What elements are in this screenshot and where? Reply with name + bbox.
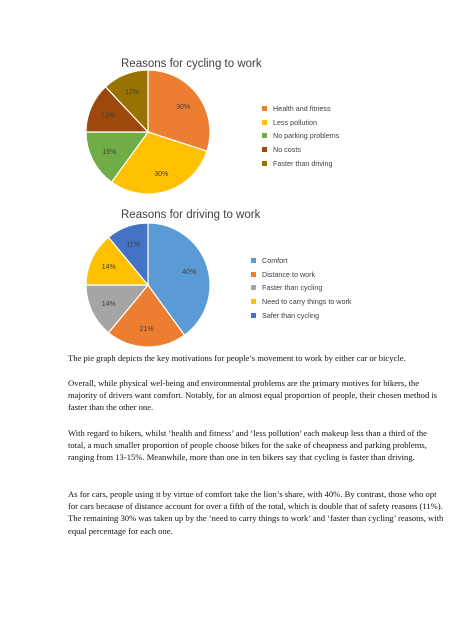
- driving-legend-label-0: Comfort: [262, 256, 288, 266]
- cycling-legend-item-1: [262, 116, 339, 130]
- driving-slice-label-0: 40%: [182, 269, 197, 277]
- driving-pie: [0, 206, 474, 346]
- cycling-slice-label-1: 30%: [154, 170, 169, 178]
- cycling-chart: [0, 48, 474, 208]
- cycling-slice-label-2: 15%: [102, 149, 117, 157]
- cycling-legend-label-1: Less pollution: [273, 117, 317, 127]
- cycling-legend-label-3: No costs: [273, 145, 301, 155]
- driving-legend-label-4: Safer than cycling: [262, 310, 320, 320]
- driving-legend-item-2: [251, 281, 351, 295]
- cycling-legend-item-0: [262, 102, 339, 116]
- driving-legend-swatch-4: [251, 313, 256, 318]
- cycling-slice-label-4: 12%: [125, 89, 140, 97]
- driving-chart-title: Reasons for driving to work: [121, 209, 261, 221]
- cycling-legend-item-3: [262, 143, 339, 157]
- cycling-legend-swatch-0: [262, 106, 267, 111]
- driving-legend-item-4: [251, 308, 351, 322]
- driving-slice-label-2: 14%: [101, 300, 116, 308]
- driving-slice-label-3: 14%: [101, 264, 116, 272]
- driving-legend-swatch-2: [251, 285, 256, 290]
- cycling-legend: [262, 102, 339, 170]
- driving-legend-swatch-1: [251, 272, 256, 277]
- cycling-legend-swatch-4: [262, 161, 267, 166]
- driving-legend-item-3: [251, 295, 351, 309]
- cycling-chart-title: Reasons for cycling to work: [121, 58, 262, 70]
- driving-legend-item-0: [251, 254, 351, 268]
- driving-legend-label-3: Need to carry things to work: [262, 297, 352, 307]
- driving-legend: [251, 254, 351, 322]
- cycling-pie: [0, 48, 474, 208]
- cycling-slice-label-0: 30%: [176, 103, 191, 111]
- cycling-legend-item-2: [262, 129, 339, 143]
- driving-slice-label-1: 21%: [139, 325, 154, 333]
- essay-paragraph-intro: The pie graph depicts the key motivations for people’s movement to work by either car or bicycle.: [68, 353, 406, 363]
- driving-legend-label-1: Distance to work: [262, 269, 316, 279]
- driving-legend-item-1: [251, 268, 351, 282]
- driving-legend-swatch-3: [251, 299, 256, 304]
- cycling-legend-label-4: Faster than driving: [273, 158, 333, 168]
- essay-paragraph-overview: Overall, while physical wel-being and environmental problems are the primary motives for bikers, the majority of drivers want comfort. Notably, for an almost equal proportion of people, their chosen method is faster than the other one.: [68, 378, 438, 413]
- cycling-legend-swatch-2: [262, 133, 267, 138]
- driving-slice-label-4: 11%: [126, 241, 141, 249]
- cycling-slice-label-3: 13%: [101, 112, 116, 120]
- cycling-legend-label-0: Health and fitness: [273, 104, 331, 114]
- cycling-legend-swatch-1: [262, 120, 267, 125]
- driving-legend-label-2: Faster than cycling: [262, 283, 323, 293]
- cycling-legend-swatch-3: [262, 147, 267, 152]
- essay-paragraph-cycling: With regard to bikers, whilst ‘health and fitness’ and ‘less pollution’ each makeup less than a third of the total, a much smaller proportion of people choose bikes for the sake of cheapness and parking problems, ranging from 13-15%. Meanwhile, more than one in ten bikers say that cycling is faster than driving.: [68, 428, 427, 463]
- driving-chart: [0, 206, 474, 346]
- cycling-legend-label-2: No parking problems: [273, 131, 340, 141]
- essay-paragraph-driving: As for cars, people using it by virtue of comfort take the lion’s share, with 40%. By contrast, those who opt for cars because of distance account for over a fifth of the total, which is double that of safety reasons (11%). The remaining 30% was taken up by the ‘need to carry things to work’ and ‘faster than cycling’ reasons, with equal percentage for each one.: [68, 489, 444, 536]
- driving-legend-swatch-0: [251, 258, 256, 263]
- cycling-legend-item-4: [262, 156, 339, 170]
